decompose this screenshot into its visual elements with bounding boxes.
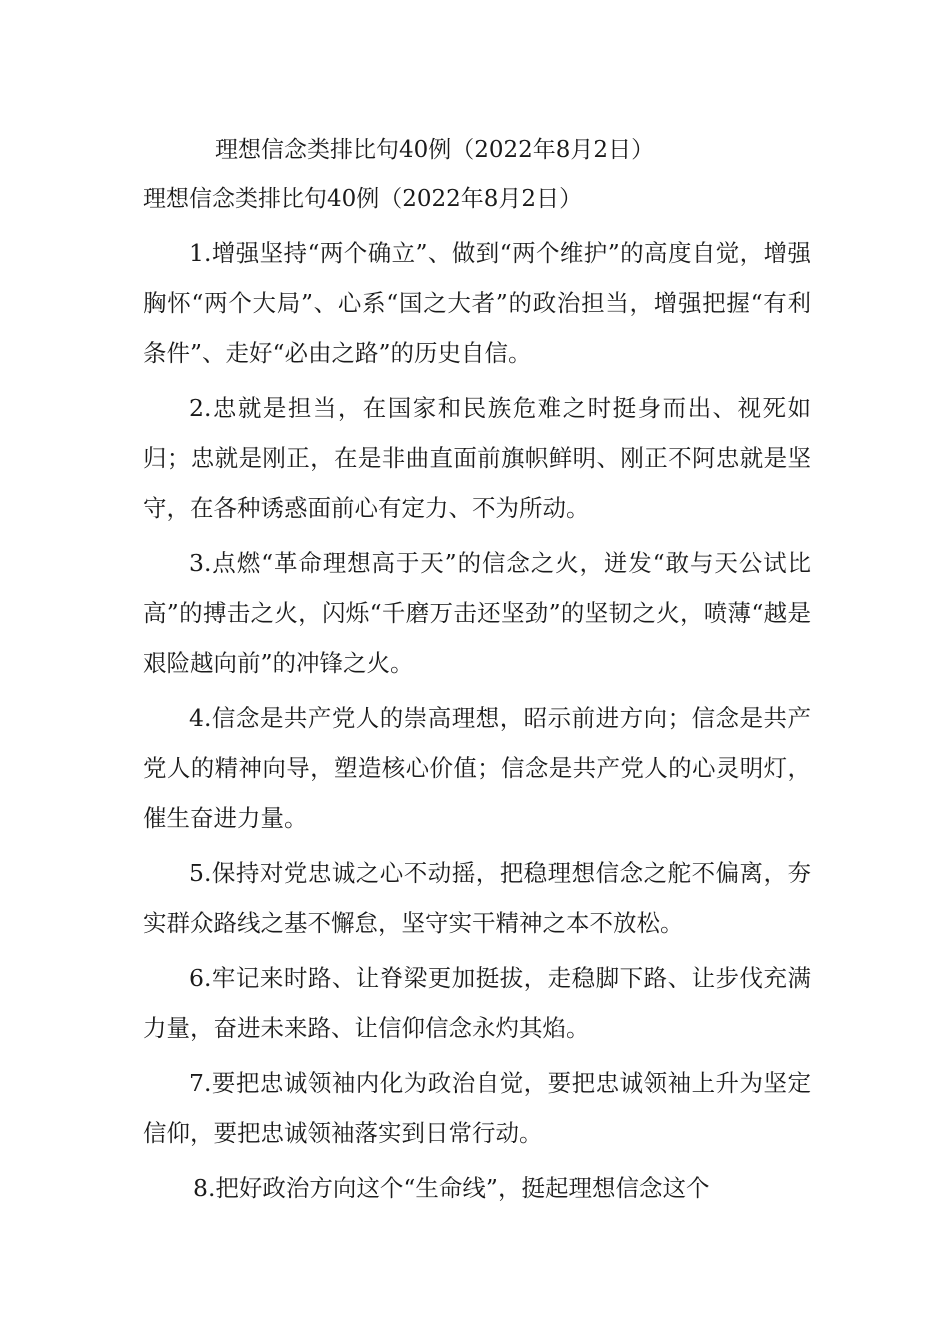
paragraph-8: 8.把好政治方向这个“生命线”，挺起理想信念这个: [193, 1174, 710, 1202]
paragraph-1: 1.增强坚持“两个确立”、做到“两个维护”的高度自觉，增强胸怀“两个大局”、心系“国之大者”的政治担当，增强把握“有利条件”、走好“必由之路”的历史自信。: [143, 239, 811, 367]
paragraph-6: 6.牢记来时路、让脊梁更加挺拔，走稳脚下路、让步伐充满力量，奋进未来路、让信仰信念永灼其焰。: [143, 964, 811, 1042]
paragraph-4: 4.信念是共产党人的崇高理想，昭示前进方向；信念是共产党人的精神向导，塑造核心价值；信念是共产党人的心灵明灯，催生奋进力量。: [143, 704, 811, 832]
paragraph-3: 3.点燃“革命理想高于天”的信念之火，迸发“敢与天公试比高”的搏击之火，闪烁“千磨万击还坚劲”的坚韧之火，喷薄“越是艰险越向前”的冲锋之火。: [143, 549, 811, 677]
paragraph-7: 7.要把忠诚领袖内化为政治自觉，要把忠诚领袖上升为坚定信仰，要把忠诚领袖落实到日常行动。: [143, 1069, 811, 1147]
paragraph-2: 2.忠就是担当，在国家和民族危难之时挺身而出、视死如归；忠就是刚正，在是非曲直面前旗帜鲜明、刚正不阿忠就是坚守，在各种诱惑面前心有定力、不为所动。: [143, 394, 811, 522]
document-body: [143, 228, 811, 1218]
paragraph-5: 5.保持对党忠诚之心不动摇，把稳理想信念之舵不偏离，夯实群众路线之基不懈怠，坚守实干精神之本不放松。: [143, 859, 811, 937]
document-subtitle: 理想信念类排比句40例（2022年8月2日）: [143, 186, 583, 212]
document-title: 理想信念类排比句40例（2022年8月2日）: [215, 137, 655, 163]
